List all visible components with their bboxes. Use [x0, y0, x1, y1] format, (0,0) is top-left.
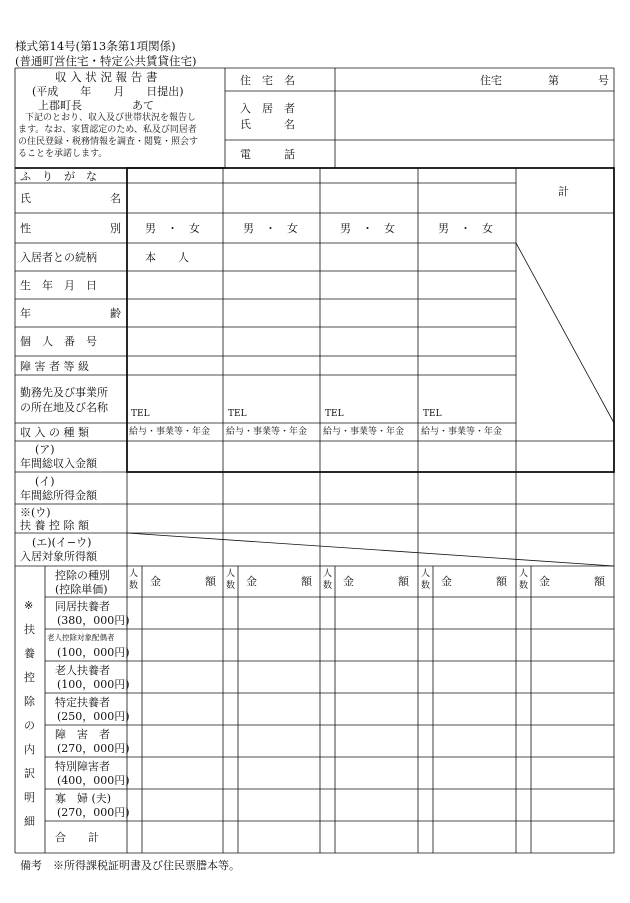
- income-kind-3[interactable]: 給与・事業等・年金: [323, 427, 405, 437]
- deduction-sum-label: 合 計: [55, 831, 99, 844]
- num-head-3b: 数: [323, 581, 333, 591]
- work-label-1: 勤務先及び事業所: [20, 386, 108, 399]
- deduction-item-3: 老人扶養者: [55, 664, 110, 677]
- age-label-a: 年: [20, 307, 31, 320]
- report-body-4: ることを承諾します。: [18, 149, 108, 159]
- income-type-label: 収 入 の 種 類: [20, 426, 89, 439]
- deduction-price-6: (400，000円): [57, 774, 130, 787]
- addressee-ate: あて: [132, 99, 154, 112]
- deduction-item-7: 寡 婦 (夫): [55, 792, 112, 805]
- birth-label: 生 年 月 日: [20, 279, 97, 292]
- row-c-label: 扶 養 控 除 額: [20, 519, 89, 532]
- deduction-price-3: (100，000円): [57, 678, 130, 691]
- sex-label-a: 性: [20, 222, 31, 235]
- side-char-3: 控: [24, 671, 35, 684]
- side-char-7: 訳: [24, 767, 35, 780]
- num-head-3a: 人: [323, 569, 333, 579]
- deduction-item-4: 特定扶養者: [55, 696, 110, 709]
- age-label-b: 齢: [110, 307, 121, 320]
- side-char-4: 除: [24, 695, 35, 708]
- deduction-price-2: (100，000円): [57, 646, 130, 659]
- report-title: 収 入 状 況 報 告 書: [55, 70, 158, 84]
- amount-head-2: 金 額: [246, 575, 312, 588]
- sex-option-3[interactable]: 男 ・ 女: [340, 222, 395, 235]
- form-subtitle: (普通町営住宅・特定公共賃貸住宅): [15, 54, 197, 68]
- side-char-5: の: [24, 719, 35, 732]
- row-d-mark: (エ)(イ−ウ): [32, 536, 92, 549]
- income-kind-2[interactable]: 給与・事業等・年金: [226, 427, 308, 437]
- num-head-4b: 数: [421, 581, 431, 591]
- residence-name-label: 住 宅 名: [240, 74, 295, 87]
- amount-head-5: 金 額: [539, 575, 605, 588]
- submit-date: (平成 年 月 日提出): [32, 85, 184, 98]
- row-b-mark: (イ): [35, 475, 55, 488]
- phone-label: 電 話: [240, 148, 295, 161]
- addressee: 上郡町長: [38, 99, 82, 112]
- deduction-price-5: (270，000円): [57, 742, 130, 755]
- side-char-0: ※: [24, 599, 34, 612]
- num-head-5a: 人: [519, 569, 529, 579]
- relation-label: 入居者との続柄: [20, 251, 97, 264]
- total-label: 計: [558, 185, 569, 198]
- num-head-1a: 人: [129, 569, 139, 579]
- deduction-item-6: 特別障害者: [55, 760, 110, 773]
- row-d-label: 入居対象所得額: [20, 550, 97, 563]
- amount-head-4: 金 額: [441, 575, 507, 588]
- row-c-mark: ※(ウ): [20, 506, 51, 519]
- amount-head-3: 金 額: [343, 575, 409, 588]
- resident-label-2: 氏 名: [240, 118, 295, 131]
- name-label-a: 氏: [20, 192, 31, 205]
- furigana-label: ふ り が な: [20, 170, 97, 183]
- tel-2: TEL: [228, 409, 247, 419]
- side-char-1: 扶: [24, 623, 35, 636]
- report-body-3: の住民登録・税務情報を調査・閲覧・照会す: [18, 137, 199, 147]
- sex-label-b: 別: [110, 222, 121, 235]
- row-b-label: 年間総所得金額: [20, 489, 97, 502]
- tel-4: TEL: [423, 409, 442, 419]
- deduction-head-2: (控除単価): [55, 583, 108, 596]
- deduction-price-7: (270，000円): [57, 806, 130, 819]
- footer-note: 備考 ※所得課税証明書及び住民票謄本等。: [20, 859, 240, 872]
- num-head-1b: 数: [129, 581, 139, 591]
- form-number: 様式第14号(第13条第1項関係): [15, 39, 176, 53]
- sex-option-4[interactable]: 男 ・ 女: [438, 222, 493, 235]
- work-label-2: の所在地及び名称: [20, 401, 108, 414]
- tel-1: TEL: [131, 409, 150, 419]
- relation-self: 本 人: [145, 251, 189, 264]
- deduction-item-5: 障 害 者: [55, 728, 110, 741]
- sex-option-2[interactable]: 男 ・ 女: [243, 222, 298, 235]
- amount-head-1: 金 額: [150, 575, 216, 588]
- row-a-label: 年間総収入金額: [20, 457, 97, 470]
- deduction-item-2: 老人控除対象配偶者: [47, 633, 115, 642]
- deduction-price-4: (250，000円): [57, 710, 130, 723]
- income-kind-1[interactable]: 給与・事業等・年金: [129, 427, 211, 437]
- report-body-2: ます。なお、家賃認定のため、私及び同居者: [18, 125, 197, 135]
- row-a-mark: (ア): [35, 443, 55, 456]
- deduction-price-1: (380，000円): [57, 614, 130, 627]
- side-char-9: 細: [24, 815, 35, 828]
- num-head-2a: 人: [226, 569, 236, 579]
- num-head-5b: 数: [519, 581, 529, 591]
- residence-no-2: 号: [598, 74, 609, 87]
- name-label-b: 名: [110, 192, 121, 205]
- residence-suffix: 住宅: [480, 74, 502, 87]
- tel-3: TEL: [325, 409, 344, 419]
- side-char-6: 内: [24, 743, 35, 756]
- num-head-2b: 数: [226, 581, 236, 591]
- num-head-4a: 人: [421, 569, 431, 579]
- sex-option-1[interactable]: 男 ・ 女: [145, 222, 200, 235]
- disability-label: 障 害 者 等 級: [20, 360, 89, 373]
- deduction-head-1: 控除の種別: [55, 569, 110, 582]
- report-body-1: 下記のとおり、収入及び世帯状況を報告し: [25, 113, 197, 123]
- deduction-item-1: 同居扶養者: [55, 600, 110, 613]
- resident-label-1: 入 居 者: [240, 102, 295, 115]
- side-char-2: 養: [24, 647, 35, 660]
- income-kind-4[interactable]: 給与・事業等・年金: [421, 427, 503, 437]
- mynumber-label: 個 人 番 号: [20, 335, 97, 348]
- side-char-8: 明: [24, 791, 35, 804]
- residence-no-1: 第: [548, 74, 559, 87]
